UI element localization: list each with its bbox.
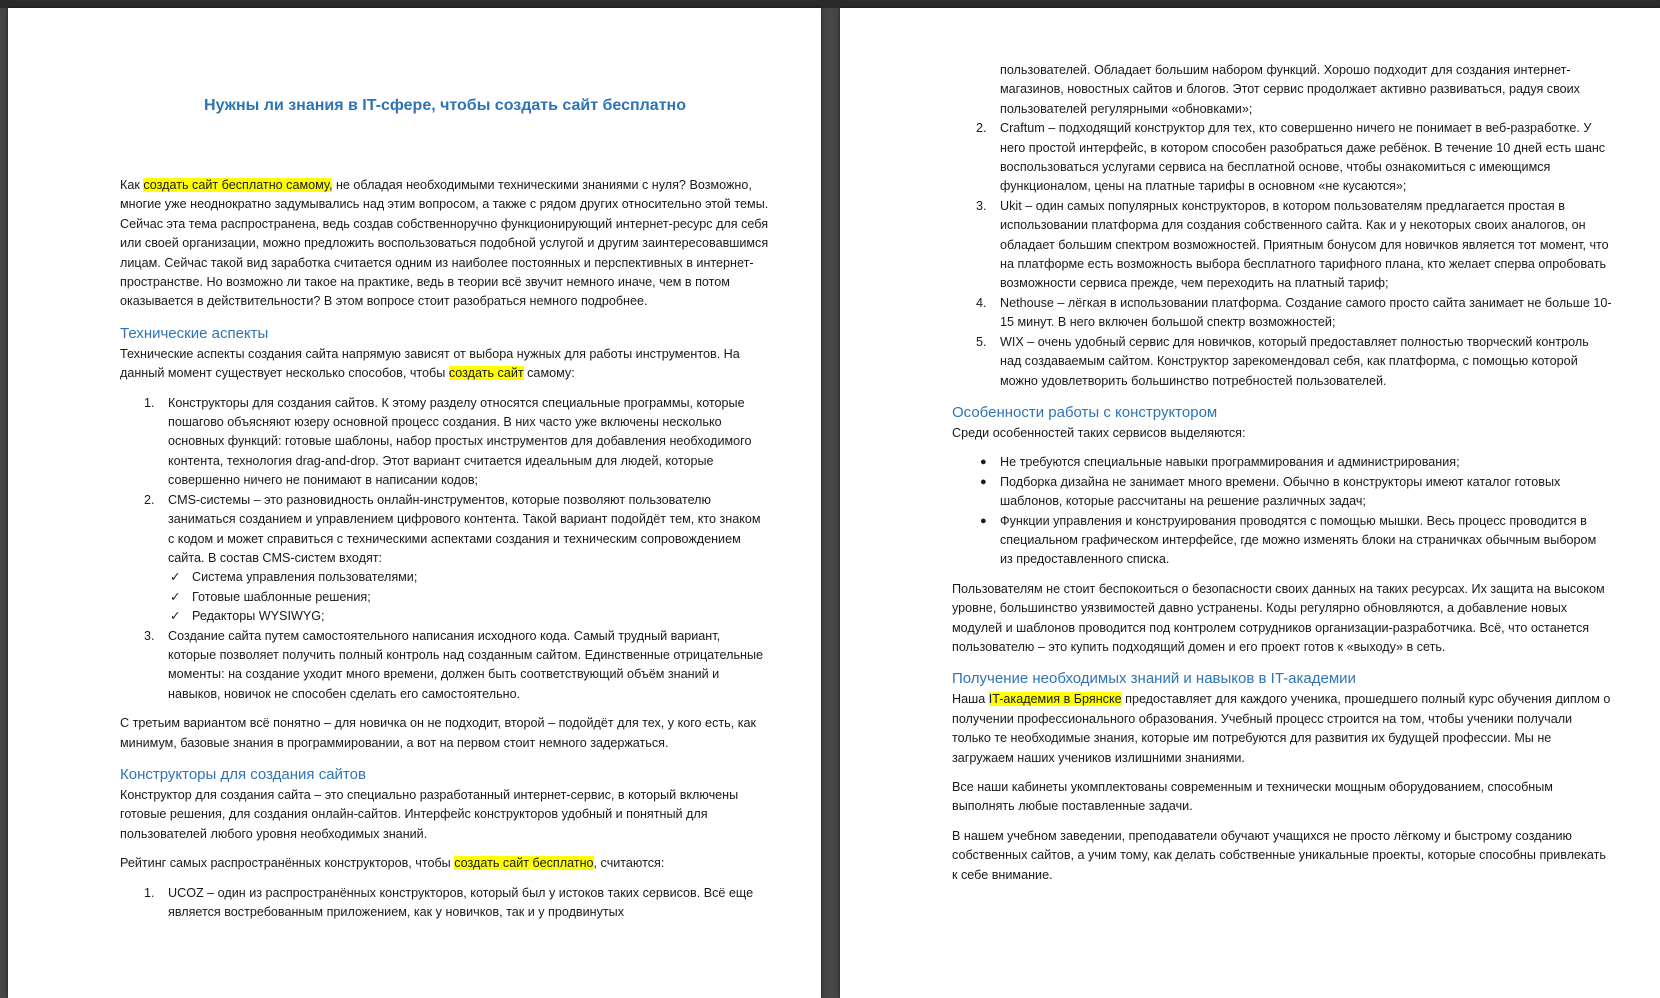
- document-title: Нужны ли знания в IT-сфере, чтобы создать сайт бесплатно: [204, 97, 686, 114]
- list-item-continuation: пользователей. Обладает большим набором функций. Хорошо подходит для создания интернет-магазинов, новостных сайтов и блогов. Этот сервис продолжает активно развиваться, радуя своих пользователей регулярными «обновками»;: [1000, 63, 1580, 116]
- heading-builder-features: Особенности работы с конструктором: [952, 403, 1218, 421]
- bullet-icon: ●: [980, 514, 987, 527]
- document-page-1[interactable]: [8, 8, 821, 998]
- rating-paragraph: Рейтинг самых распространённых конструкторов, чтобы создать сайт бесплатно, считаются:: [120, 856, 665, 871]
- document-page-2[interactable]: [840, 8, 1660, 998]
- bullet-item: ● Подборка дизайна не занимает много времени. Обычно в конструкторы имеют каталог готовых шаблонов, которые рассчитаны на решение различных задач;: [980, 474, 1561, 509]
- features-paragraph: Среди особенностей таких сервисов выделяются:: [952, 425, 1246, 440]
- cabinets-paragraph: Все наши кабинеты укомплектованы современным и технически мощным оборудованием, способным выполнять любые поставленные задачи.: [952, 780, 1553, 814]
- list-item: 3. Ukit – один самых популярных конструкторов, в котором пользователям предлагается простая в использовании платформа для создания собственного сайта. Как и у некоторых своих аналогов, он обладает большим спектром возможностей. Приятным бонусом для новичков является тот момент, что на платформе есть возможность выбора бесплатного тарифного плана, кто желает сперва опробовать возможности сервиса прежде, чем переходить на платный тариф;: [976, 198, 1609, 291]
- list-item: 5. WIX – очень удобный сервис для новичков, который предоставляет полностью творческий контроль над создаваемым сайтом. Конструктор зарекомендовал себя, как платформа, с помощью которой можно удовлетворить большинство потребностей пользователей.: [976, 334, 1589, 388]
- page-2-content: [952, 8, 1612, 895]
- checklist-item: ✓ Редакторы WYSIWYG;: [168, 607, 770, 626]
- page-1-content: [120, 8, 770, 932]
- bullet-item: ● Не требуются специальные навыки программирования и администрирования;: [952, 453, 1612, 472]
- list-item: 1. UCOZ – один из распространённых конструкторов, который был у истоков таких сервисов. Всё еще является востребованным приложением, как у новичков, так и у продвинутых: [144, 885, 754, 919]
- third-variant-paragraph: С третьим вариантом всё понятно – для новичка он не подходит, второй – подойдёт для тех, у кого есть, как минимум, базовые знания в программировании, а вот на первом стоит немного задержаться.: [120, 716, 756, 750]
- bullet-icon: ●: [980, 456, 987, 469]
- heading-site-builders: Конструкторы для создания сайтов: [120, 765, 366, 783]
- cms-checklist: [168, 568, 770, 626]
- list-item: 1. Конструкторы для создания сайтов. К этому разделу относятся специальные программы, которые пошагово объясняют юзеру основной процесс создания. В них часто уже включены несколько основных функций: готовые шаблоны, набор простых инструментов для добавления необходимого контента, технология drag-and-drop. Этот вариант считается идеальным для людей, которые совершенно ничего не понимают в написании кодов;: [144, 395, 752, 488]
- highlighted-keyword: IT-академия в Брянске: [988, 692, 1122, 707]
- list-item: 2. Craftum – подходящий конструктор для тех, кто совершенно ничего не понимает в веб-разработке. У него простой интерфейс, в котором способен разобраться даже ребёнок. В течение 10 дней есть шанс воспользоваться услугами сервиса на бесплатной основе, чтобы ознакомиться с имеющимся функционалом, цены на платные тарифы в основном «не кусаются»;: [976, 121, 1606, 194]
- features-bullet-list: [952, 453, 1612, 569]
- teachers-paragraph: В нашем учебном заведении, преподаватели обучают учащихся не просто лёгкому и быстрому созданию собственных сайтов, а учим тому, как делать собственные уникальные проекты, которые способны привлекать к себе внимание.: [952, 828, 1606, 882]
- builders-list-continued: [952, 119, 1612, 391]
- list-item: 2. CMS-системы – это разновидность онлайн-инструментов, которые позволяют пользователю заниматься созданием и управлением цифрового контента. Такой вариант подойдёт тем, кто знаком с кодом и может справиться с техническими аспектами создания и техническим сопровождением сайта. В состав CMS-систем входят: ✓ Система управления пользователями; ✓ Готовые шаблонные решения; ✓ Редакторы WYSIWYG;: [120, 491, 770, 627]
- viewer-top-bar: [0, 0, 1660, 8]
- security-paragraph: Пользователям не стоит беспокоиться о безопасности своих данных на таких ресурсах. Их защита на высоком уровне, большинство уязвимостей давно устранены. Коды регулярно обновляются, а добавление новых модулей и шаблонов проводится под контролем сотрудников организации-разработчика. Всё, что останется пользователю – это купить подходящий домен и его проект готов к «выходу» в сеть.: [952, 581, 1605, 654]
- heading-technical-aspects: Технические аспекты: [120, 324, 269, 342]
- builders-paragraph: Конструктор для создания сайта – это специально разработанный интернет-сервис, в который включены готовые решения, для создания онлайн-сайтов. Интерфейс конструкторов удобный и понятный для пользователей любого уровня необходимых знаний.: [120, 787, 739, 841]
- highlighted-keyword: создать сайт бесплатно самому,: [143, 178, 333, 192]
- list-item: 4. Nethouse – лёгкая в использовании платформа. Создание самого просто сайта занимает не больше 10-15 минут. В него включен большой спектр возможностей;: [976, 295, 1612, 330]
- check-icon: ✓: [170, 609, 181, 624]
- methods-list: [120, 394, 770, 705]
- checklist-item: ✓ Готовые шаблонные решения;: [168, 588, 770, 607]
- list-item: 3. Создание сайта путем самостоятельного написания исходного кода. Самый трудный вариант, которые позволяет получить полный контроль над созданным сайтом. Единственные отрицательные моменты: на создание уходит много времени, должен быть соответствующий объём знаний и навыков, новичок не способен сделать его самостоятельно.: [144, 628, 764, 701]
- highlighted-keyword: создать сайт: [448, 366, 524, 381]
- academy-paragraph: Наша IT-академия в Брянске предоставляет для каждого ученика, прошедшего полный курс обучения диплом о получении профессионального образования. Учебный процесс строится на том, чтобы ученики получали только те необходимые знания, которые им потребуются для развития их будущей профессии. Мы не загружаем наших учеников излишними знаниями.: [952, 692, 1611, 765]
- builders-list: [120, 884, 770, 923]
- check-icon: ✓: [170, 570, 181, 585]
- highlighted-keyword: создать сайт бесплатно: [454, 856, 594, 871]
- tech-paragraph: Технические аспекты создания сайта напрямую зависят от выбора нужных для работы инструментов. На данный момент существует несколько способов, чтобы создать сайт самому:: [120, 346, 740, 381]
- intro-paragraph: Как создать сайт бесплатно самому, не обладая необходимыми техническими знаниями с нуля? Возможно, многие уже неоднократно задумывались над этим вопросом, а также с рядом других относительно этой темы. Сейчас эта тема распространена, ведь создав собственноручно функционирующий интернет-ресурс для себя или своей организации, можно предложить воспользоваться подобной услугой и другим заинтересовавшимся лицам. Сейчас такой вид заработка считается одним из наиболее постоянных и перспективных в интернет-пространстве. Но возможно ли такое на практике, ведь в теории всё звучит немного иначе, чем в потом оказывается в действительности? В этом вопросе стоит разобраться немного подробнее.: [120, 178, 769, 309]
- bullet-item: ● Функции управления и конструирования проводятся с помощью мышки. Весь процесс проводится в специальном графическом интерфейсе, где можно изменять блоки на страничках обычным выбором из предоставленного списка.: [980, 513, 1597, 567]
- bullet-icon: ●: [980, 475, 987, 488]
- checklist-item: ✓ Система управления пользователями;: [168, 568, 770, 587]
- check-icon: ✓: [170, 589, 181, 604]
- heading-it-academy: Получение необходимых знаний и навыков в IT-академии: [952, 670, 1356, 688]
